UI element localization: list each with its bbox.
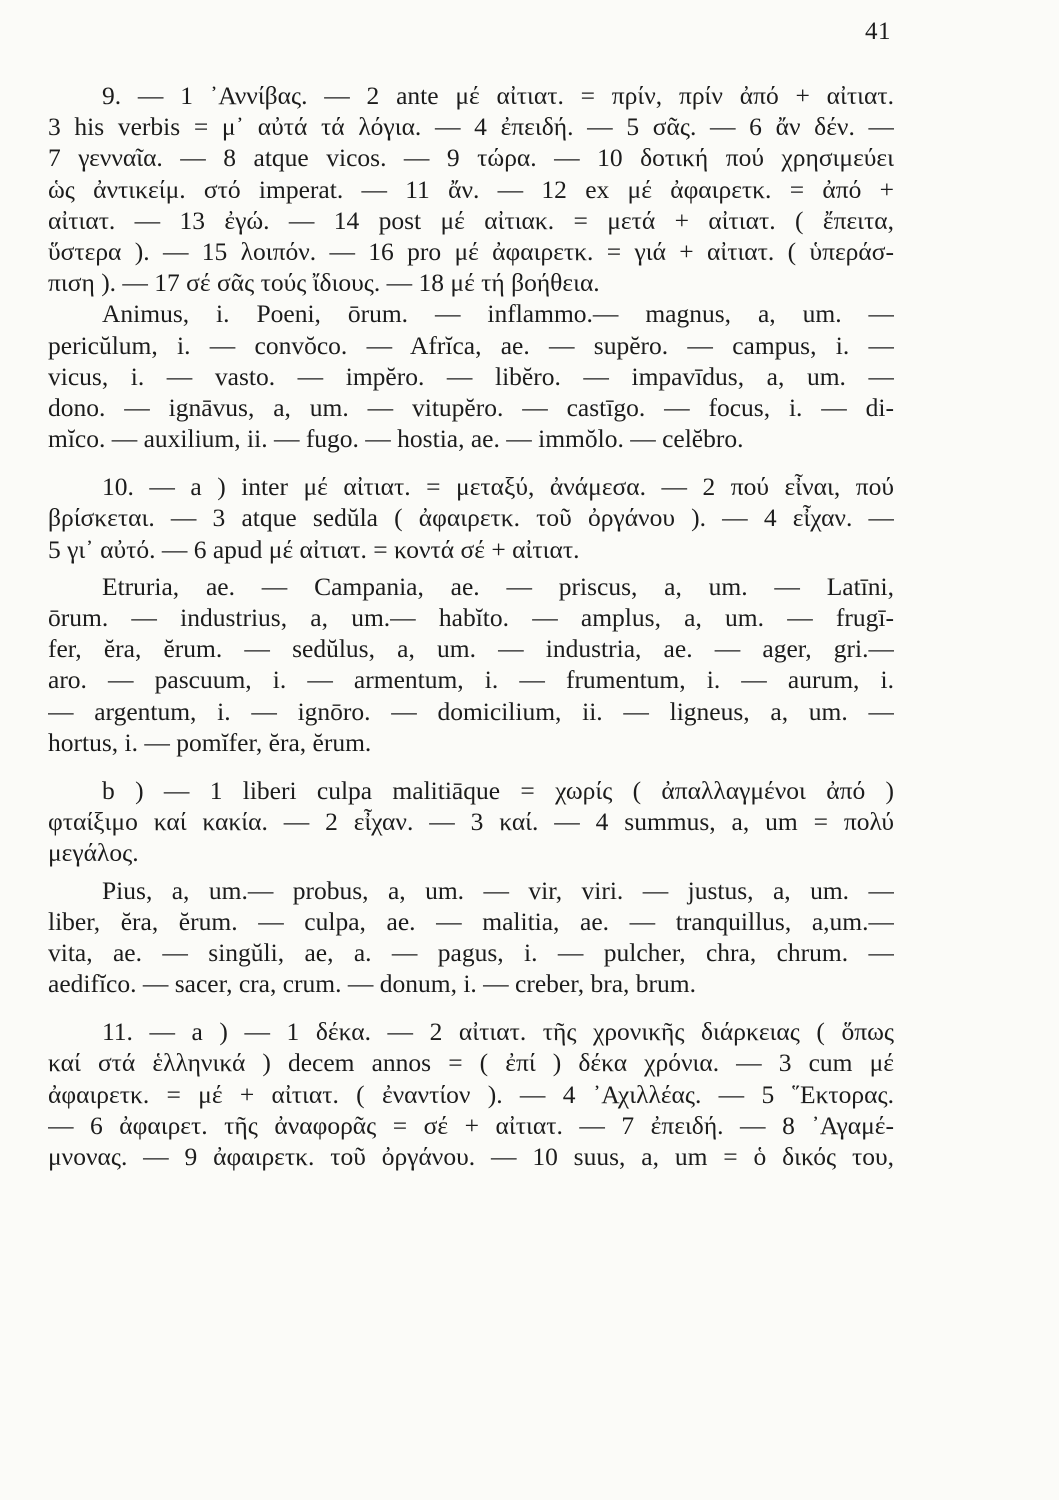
- text-line: liber, ĕra, ĕrum. — culpa, ae. — malitia, ae. — tranquillus, a,um.—: [48, 906, 894, 936]
- section-11a-notes: [48, 1016, 894, 1172]
- text-line: 11. — a ) — 1 δέκα. — 2 αἰτιατ. τῆς χρονικῆς διάρκειας ( ὅπως: [102, 1017, 894, 1047]
- text-line: vicus, i. — vasto. — impĕro. — libĕro. — impavīdus, a, um. —: [48, 361, 894, 391]
- section-10b-vocabulary: [48, 875, 894, 1000]
- text-line: 10. — a ) inter μέ αἰτιατ. = μεταξύ, ἀνάμεσα. — 2 πού εἶναι, πού: [102, 472, 894, 502]
- text-line: 3 his verbis = μ᾽ αὐτά τά λόγια. — 4 ἐπειδή. — 5 σᾶς. — 6 ἄν δέν. —: [48, 112, 894, 142]
- text-line: ōrum. — industrius, a, um.— habĭto. — amplus, a, um. — frugī-: [48, 603, 894, 632]
- text-line: 5 γι᾽ αὐτό. — 6 apud μέ αἰτιατ. = κοντά σέ + αἰτιατ.: [48, 534, 580, 564]
- text-line: μεγάλος.: [48, 838, 139, 868]
- text-line: φταίξιμο καί κακία. — 2 εἶχαν. — 3 καί. — 4 summus, a, um = πολύ: [48, 807, 894, 837]
- page-number: 41: [865, 18, 891, 45]
- text-line: πιση ). — 17 σέ σᾶς τούς ἴδιους. — 18 μέ τή βοήθεια.: [48, 268, 600, 298]
- text-line: pericŭlum, i. — convŏco. — Afrĭca, ae. — supĕro. — campus, i. —: [48, 330, 894, 360]
- section-9-vocabulary: [48, 298, 894, 454]
- text-line: fer, ĕra, ĕrum. — sedŭlus, a, um. — industria, ae. — ager, gri.—: [48, 634, 894, 664]
- text-line: Animus, i. Poeni, ōrum. — inflammo.— magnus, a, um. —: [102, 299, 894, 329]
- text-line: mĭco. — auxilium, ii. — fugo. — hostia, ae. — immŏlo. — celĕbro.: [48, 424, 744, 454]
- text-line: aro. — pascuum, i. — armentum, i. — frumentum, i. — aurum, i.: [48, 665, 894, 695]
- text-line: dono. — ignāvus, a, um. — vitupĕro. — castīgo. — focus, i. — di-: [48, 392, 894, 422]
- text-line: Etruria, ae. — Campania, ae. — priscus, a, um. — Latīni,: [102, 571, 894, 601]
- text-line: — 6 ἀφαιρετ. τῆς ἀναφορᾶς = σέ + αἰτιατ. — 7 ἐπειδή. — 8 ᾽Αγαμέ-: [48, 1110, 894, 1140]
- text-body: [48, 80, 894, 1172]
- section-9-notes: [48, 80, 894, 298]
- text-line: καί στά ἑλληνικά ) decem annos = ( ἐπί ) δέκα χρόνια. — 3 cum μέ: [48, 1048, 894, 1078]
- text-line: 7 γενναῖα. — 8 atque vicos. — 9 τώρα. — 10 δοτική πού χρησιμεύει: [48, 143, 894, 173]
- text-line: b ) — 1 liberi culpa malitiāque = χωρίς ( ἀπαλλαγμένοι ἀπό ): [102, 775, 894, 805]
- text-line: βρίσκεται. — 3 atque sedŭla ( ἀφαιρετκ. τοῦ ὀργάνου ). — 4 εἶχαν. —: [48, 503, 894, 533]
- section-10a-vocabulary: [48, 571, 894, 758]
- text-line: aedifĭco. — sacer, cra, crum. — donum, i. — creber, bra, brum.: [48, 969, 696, 999]
- text-line: ὕστερα ). — 15 λοιπόν. — 16 pro μέ ἀφαιρετκ. = γιά + αἰτιατ. ( ὑπεράσ-: [48, 236, 894, 266]
- text-line: — argentum, i. — ignōro. — domicilium, ii. — ligneus, a, um. —: [48, 696, 894, 726]
- section-10b-notes: [48, 775, 894, 869]
- text-line: vita, ae. — singŭli, ae, a. — pagus, i. — pulcher, chra, chrum. —: [48, 937, 894, 967]
- text-line: 9. — 1 ᾽Αννίβας. — 2 ante μέ αἰτιατ. = πρίν, πρίν ἀπό + αἰτιατ.: [102, 81, 894, 110]
- text-line: ὡς ἀντικείμ. στό imperat. — 11 ἄν. — 12 ex μέ ἀφαιρετκ. = ἀπό +: [48, 174, 894, 204]
- section-10a-notes: [48, 471, 894, 565]
- text-line: αἰτιατ. — 13 ἐγώ. — 14 post μέ αἰτιακ. = μετά + αἰτιατ. ( ἔπειτα,: [48, 205, 894, 235]
- text-line: μνονας. — 9 ἀφαιρετκ. τοῦ ὀργάνου. — 10 suus, a, um = ὁ δικός του,: [48, 1142, 894, 1171]
- text-line: Pius, a, um.— probus, a, um. — vir, viri. — justus, a, um. —: [102, 875, 894, 905]
- text-line: ἀφαιρετκ. = μέ + αἰτιατ. ( ἐναντίον ). — 4 ᾽Αχιλλέας. — 5 ῞Εκτορας.: [48, 1079, 894, 1109]
- text-line: hortus, i. — pomĭfer, ĕra, ĕrum.: [48, 727, 372, 757]
